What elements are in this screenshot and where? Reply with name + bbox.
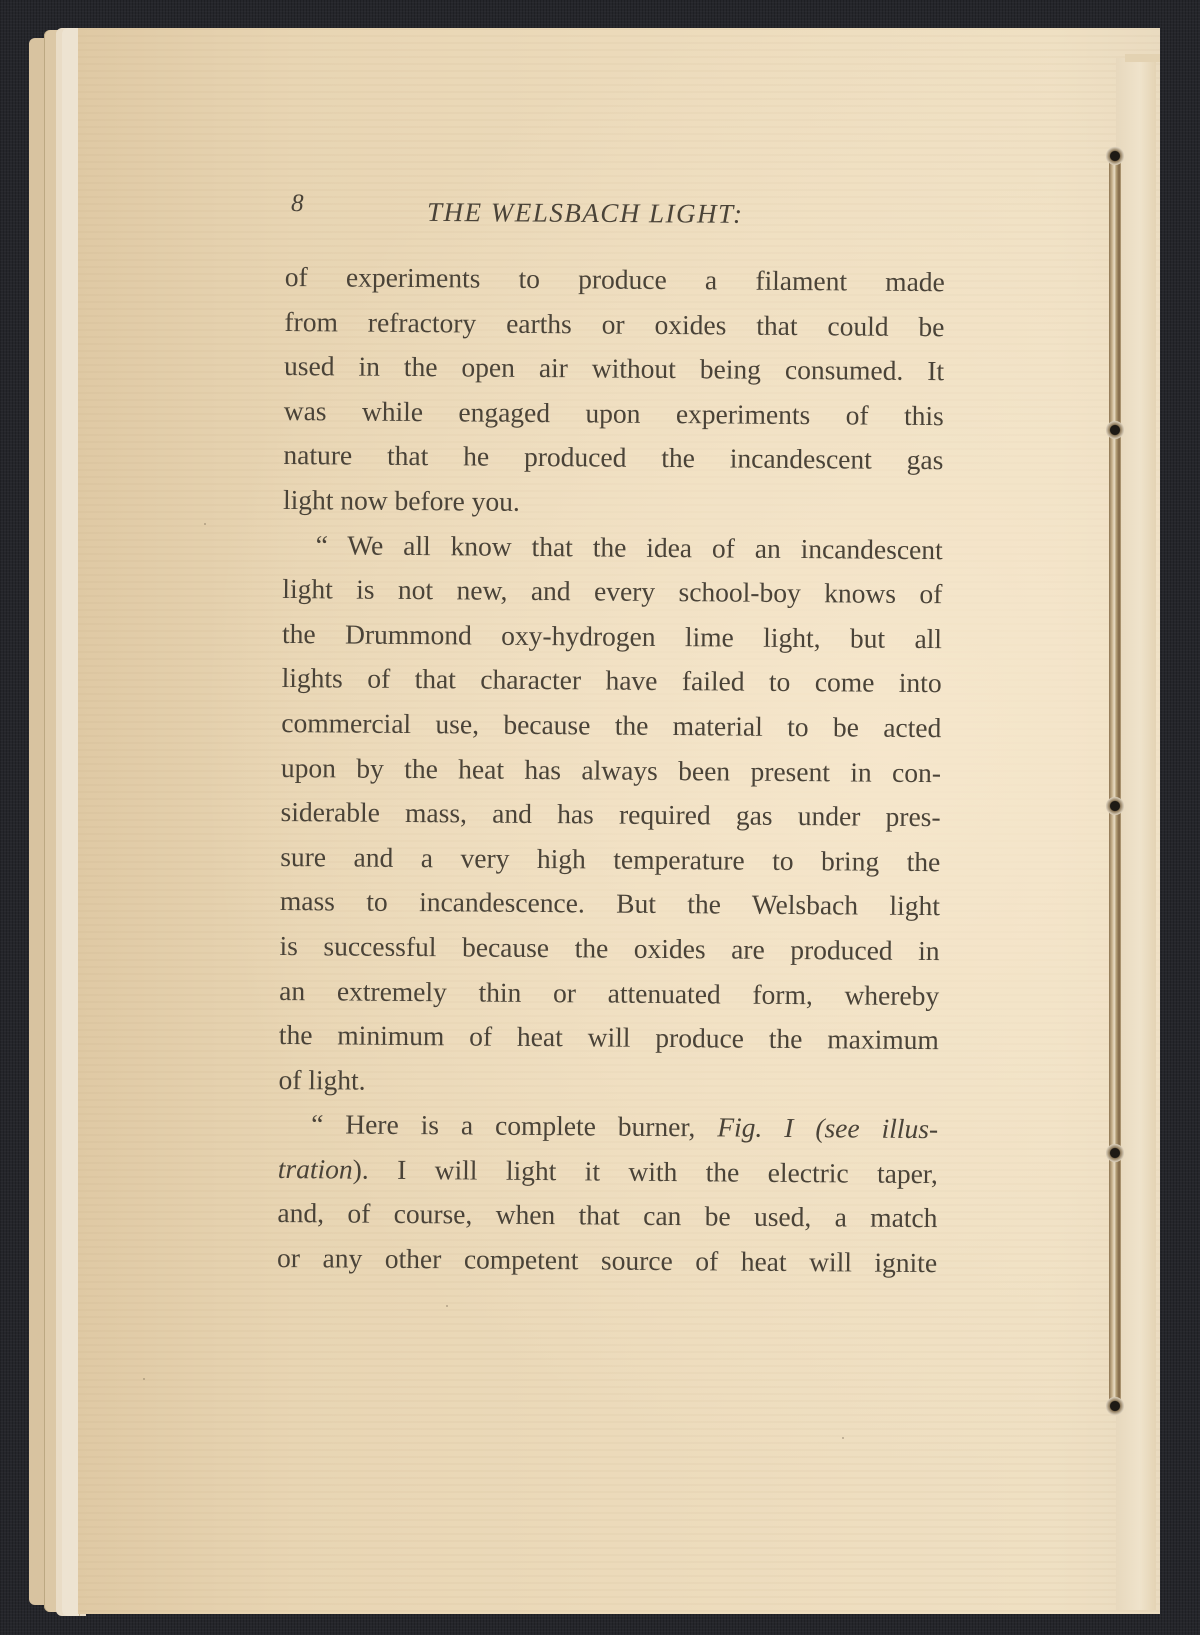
text-line: of light.	[278, 1063, 366, 1096]
paragraph-2	[278, 523, 943, 1108]
text-line: siderable mass, and has required gas under pres-	[280, 796, 941, 833]
text-line: from refractory earths or oxides that could be	[284, 305, 945, 342]
stitch-knot-icon	[1106, 1396, 1124, 1416]
figure-number: I	[762, 1112, 816, 1144]
page-number: 8	[290, 190, 306, 218]
stitch-knot-icon	[1106, 146, 1124, 166]
text-line: an extremely thin or attenuated form, whereby	[279, 974, 940, 1011]
text-line: lights of that character have failed to come into	[281, 662, 942, 699]
text-line: commercial use, because the material to be acted	[281, 706, 942, 744]
running-head	[285, 190, 945, 244]
stitch-knot-icon	[1106, 796, 1124, 816]
text-line: of experiments to produce a filament made	[284, 260, 945, 298]
text-line: is successful because the oxides are produced in	[279, 929, 940, 967]
text-line: “ We all know that the idea of an incandescent	[315, 528, 943, 565]
text-line: light now before you.	[282, 483, 520, 517]
text-line	[278, 1147, 938, 1197]
text-line: and, of course, when that can be used, a match	[277, 1197, 938, 1234]
stitch-knot-icon	[1106, 420, 1124, 440]
binding-gutter	[1116, 58, 1156, 1610]
paragraph-1	[283, 255, 945, 528]
text-line: nature that he produced the incandescent gas	[283, 439, 944, 476]
text-line: the minimum of heat will produce the maximum	[278, 1019, 939, 1056]
page-top-notch	[1125, 54, 1160, 62]
text-run: ). I will light it with the electric taper,	[352, 1153, 938, 1190]
text-run: “ Here is a complete burner,	[311, 1108, 718, 1143]
figure-reference: Fig.	[717, 1111, 763, 1144]
page-text	[277, 190, 945, 1281]
text-line: light is not new, and every school-boy knows of	[282, 573, 943, 610]
stitch-knot-icon	[1106, 1143, 1124, 1163]
body-text	[277, 255, 945, 1286]
text-line: used in the open air without being consumed. It	[284, 350, 945, 387]
see-illustration-note: (see illus-	[815, 1112, 939, 1145]
binding-thread	[1109, 150, 1121, 1410]
text-line: sure and a very high temperature to bring the	[280, 840, 941, 877]
text-line: or any other competent source of heat will ignite	[277, 1242, 938, 1279]
text-line	[278, 1102, 938, 1152]
text-line: the Drummond oxy-hydrogen lime light, but all	[281, 617, 943, 654]
running-head-title: THE WELSBACH LIGHT:	[426, 196, 744, 229]
text-line: mass to incandescence. But the Welsbach light	[279, 885, 941, 922]
see-illustration-note-cont: tration	[277, 1152, 353, 1185]
paragraph-3	[277, 1102, 938, 1286]
text-line: upon by the heat has always been present in con-	[280, 751, 942, 788]
text-line: was while engaged upon experiments of this	[283, 394, 944, 431]
